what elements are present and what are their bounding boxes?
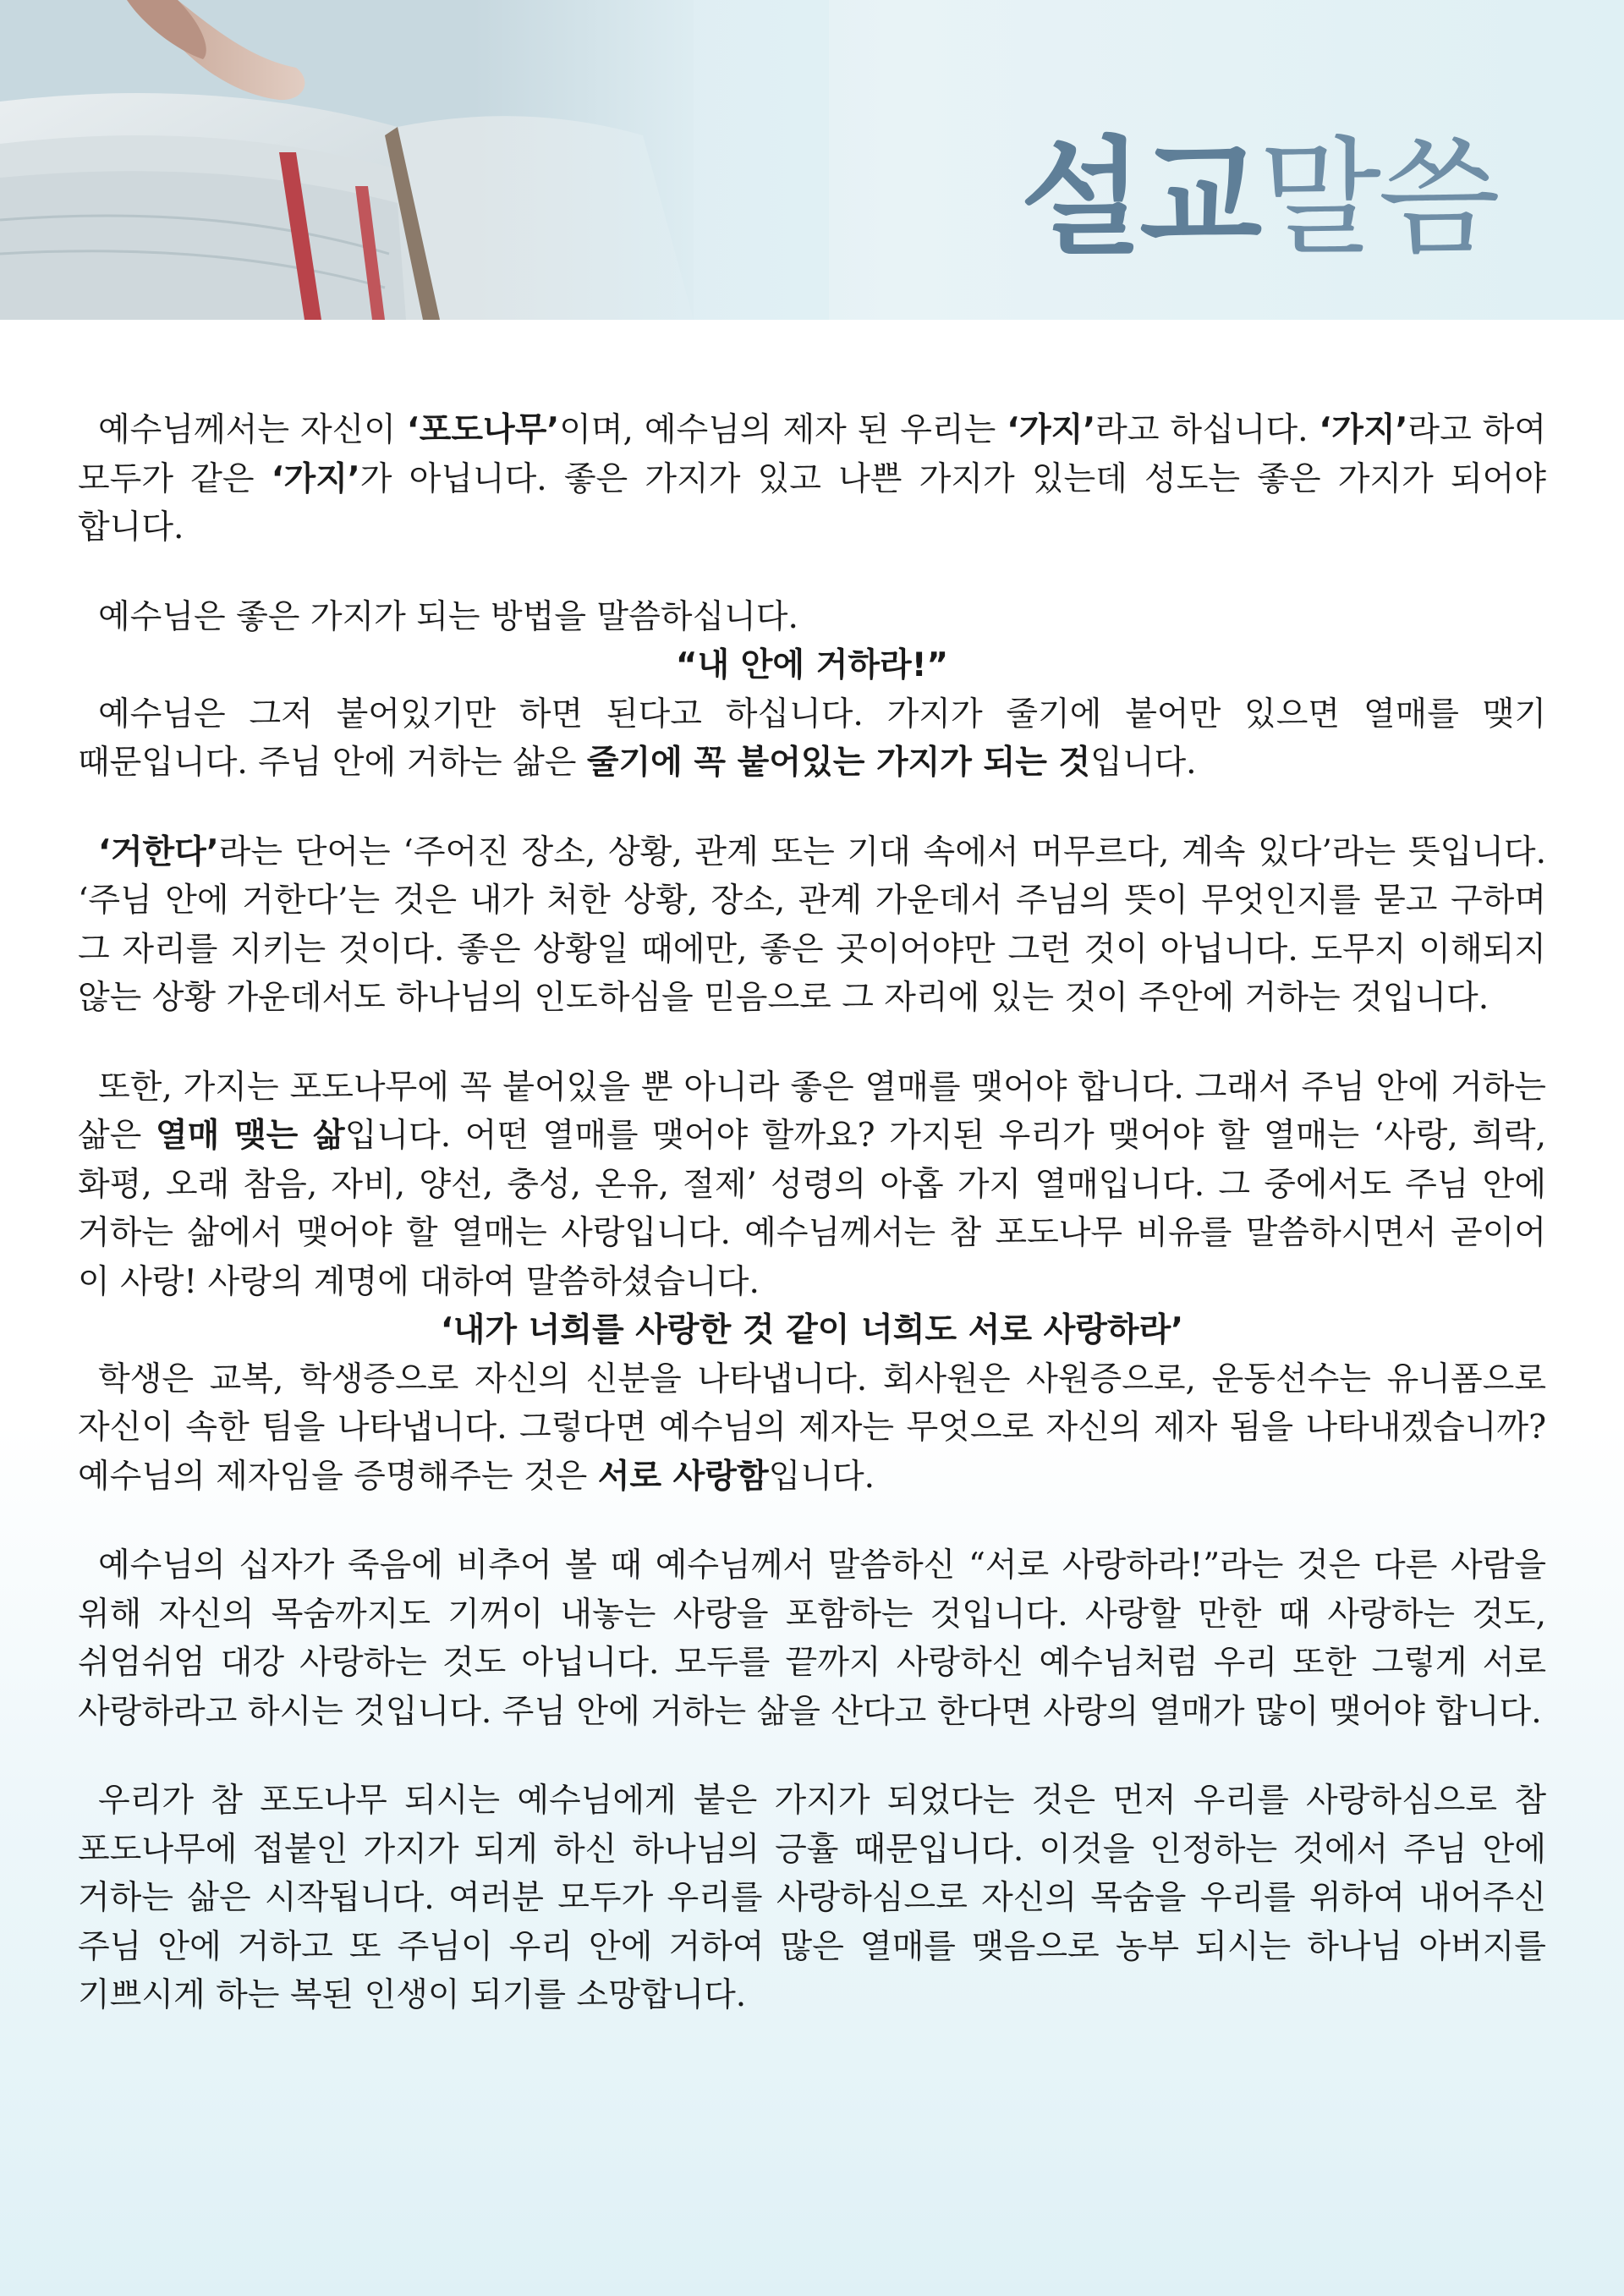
paragraph-6	[78, 1355, 1546, 1502]
emphasis: ‘가지’	[1319, 411, 1408, 449]
header-banner	[0, 0, 1624, 320]
paragraph-4	[78, 828, 1546, 1023]
text: 라고 하십니다.	[1095, 411, 1320, 449]
page-title-light: 말씀	[1259, 125, 1497, 272]
text: 학생은 교복, 학생증으로 자신의 신분을 나타냅니다. 회사원은 사원증으로, 운동선수는 유니폼으로 자신이 속한 팀을 나타냅니다. 그렇다면 예수님의 제자는 무엇으로 자신의 제자 됨을 나타내겠습니까? 예수님의 제자임을 증명해주는 것은	[78, 1359, 1546, 1496]
text: 이며, 예수님의 제자 된 우리는	[559, 411, 1007, 449]
text: 예수님은 그저 붙어있기만 하면 된다고 하십니다. 가지가 줄기에 붙어만 있으면 열매를 맺기 때문입니다. 주님 안에 거하는 삶은	[78, 695, 1546, 782]
page-title	[1020, 127, 1497, 271]
emphasis: ‘포도나무’	[406, 411, 560, 449]
text: 입니다. 어떤 열매를 맺어야 할까요? 가지된 우리가 맺어야 할 열매는 ‘사랑, 희락, 화평, 오래 참음, 자비, 양선, 충성, 온유, 절제’ 성령의 아홉 가지 열매입니다. 그 중에서도 주님 안에 거하는 삶에서 맺어야 할 열매는 사랑입니다. 예수님께서는 참 포도나무 비유를 말씀하시면서 곧이어 이 사랑! 사랑의 계명에 대하여 말씀하셨습니다.	[78, 1117, 1546, 1301]
paragraph-8: 우리가 참 포도나무 되시는 예수님에게 붙은 가지가 되었다는 것은 먼저 우리를 사랑하심으로 참 포도나무에 접붙인 가지가 되게 하신 하나님의 긍휼 때문입니다. 이것을 인정하는 것에서 주님 안에 거하는 삶은 시작됩니다. 여러분 모두가 우리를 사랑하심으로 자신의 목숨을 우리를 위하여 내어주신 주님 안에 거하고 또 주님이 우리 안에 거하여 많은 열매를 맺음으로 농부 되시는 하나님 아버지를 기쁘시게 하는 복된 인생이 되기를 소망합니다.	[78, 1782, 1546, 2014]
paragraph-2: 예수님은 좋은 가지가 되는 방법을 말씀하십니다.	[98, 597, 798, 636]
quote-love-one-another: ‘내가 너희를 사랑한 것 같이 너희도 서로 사랑하라’	[440, 1311, 1184, 1349]
text: 입니다.	[768, 1457, 875, 1496]
quote-abide: “내 안에 거하라!”	[675, 646, 949, 684]
sermon-body	[78, 406, 1546, 2020]
page-title-bold: 설교	[1020, 125, 1259, 272]
banner-fade	[474, 0, 829, 320]
text: 라는 단어는 ‘주어진 장소, 상황, 관계 또는 기대 속에서 머무르다, 계속 있다’라는 뜻입니다. ‘주님 안에 거한다’는 것은 내가 처한 상황, 장소, 관계 가운데서 주님의 뜻이 무엇인지를 묻고 구하며 그 자리를 지키는 것이다. 좋은 상황일 때에만, 좋은 곳이어야만 그런 것이 아닙니다. 도무지 이해되지 않는 상황 가운데서도 하나님의 인도하심을 믿음으로 그 자리에 있는 것이 주안에 거하는 것입니다.	[78, 832, 1546, 1017]
emphasis: ‘가지’	[1007, 411, 1096, 449]
paragraph-1	[78, 406, 1546, 552]
paragraph-3	[78, 690, 1546, 788]
text: 또한, 가지는 포도나무에 꼭 붙어있을 뿐 아니라 좋은 열매를 맺어야 합니다. 그래서 주님 안에 거하는 삶은	[78, 1068, 1546, 1155]
paragraph-5	[78, 1063, 1546, 1307]
emphasis: 서로 사랑함	[597, 1457, 769, 1496]
emphasis: ‘거한다’	[98, 832, 219, 871]
text: 라고 하여 모두가 같은	[78, 411, 1546, 498]
text: 가 아닙니다. 좋은 가지가 있고 나쁜 가지가 있는데 성도는 좋은 가지가 되어야 합니다.	[78, 459, 1546, 547]
text: 입니다.	[1090, 744, 1197, 782]
emphasis: 열매 맺는 삶	[155, 1117, 345, 1155]
emphasis: ‘가지’	[271, 459, 360, 498]
emphasis: 줄기에 꼭 붙어있는 가지가 되는 것	[586, 744, 1091, 782]
paragraph-7: 예수님의 십자가 죽음에 비추어 볼 때 예수님께서 말씀하신 “서로 사랑하라!”라는 것은 다른 사람을 위해 자신의 목숨까지도 기꺼이 내놓는 사랑을 포함하는 것입니다. 사랑할 만한 때 사랑하는 것도, 쉬엄쉬엄 대강 사랑하는 것도 아닙니다. 모두를 끝까지 사랑하신 예수님처럼 우리 또한 그렇게 서로 사랑하라고 하시는 것입니다. 주님 안에 거하는 삶을 산다고 한다면 사랑의 열매가 많이 맺어야 합니다.	[78, 1546, 1546, 1731]
text: 예수님께서는 자신이	[98, 411, 407, 449]
